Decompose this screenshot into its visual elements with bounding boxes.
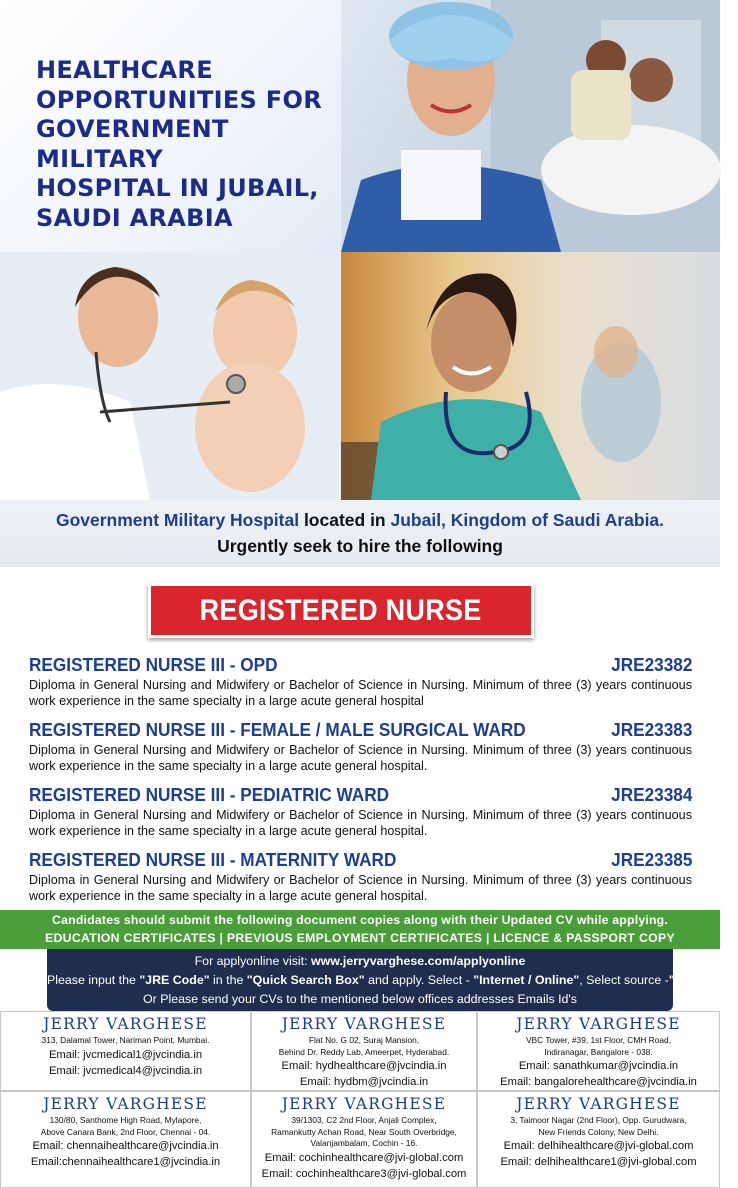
office-email[interactable]: Email: jvcmedical4@jvcindia.in xyxy=(48,1064,203,1077)
intro-line-2: Urgently seek to hire the following xyxy=(217,536,503,556)
nurse-baby-photo xyxy=(0,252,341,500)
apply-url-link[interactable]: www.jerryvarghese.com/applyonline xyxy=(311,954,526,968)
job-code: JRE23383 xyxy=(610,719,692,740)
job-description: Diploma in General Nursing and Midwifery or Bachelor of Science in Nursing. Minimum of three (3) years continuous work experience in the same specialty in a large acute general hospital xyxy=(29,678,692,708)
office-card-bangalore xyxy=(477,1011,720,1091)
office-email[interactable]: Email: hydbm@jvcindia.in xyxy=(299,1076,429,1088)
hero-title-panel xyxy=(0,0,341,252)
company-logo: JERRY VARGHESE xyxy=(281,1015,447,1033)
office-email[interactable]: Email: jvcmedical1@jvcindia.in xyxy=(48,1048,203,1061)
apply-step-facebook: "Facebook" xyxy=(668,973,738,987)
office-directory xyxy=(0,1011,720,1188)
job-item xyxy=(29,784,692,839)
office-address: 313, Dalamal Tower, Nariman Point, Mumbai. xyxy=(41,1035,210,1045)
office-card-hyderabad xyxy=(251,1011,477,1091)
nurse-with-stethoscope-image xyxy=(341,252,720,500)
office-address: 39/1303, C2 2nd Floor, Anjali Complex, Ramankutty Achan Road, Near South Overbridge, Valanjambalam, Cochin - 16. xyxy=(271,1115,457,1148)
job-code: JRE23382 xyxy=(610,654,692,675)
intro-connector: located in xyxy=(299,510,391,530)
apply-online-line xyxy=(47,954,673,968)
apply-step-text: in the xyxy=(209,973,247,987)
hero-collage xyxy=(0,0,720,500)
apply-step-text: Please input the xyxy=(47,973,140,987)
office-card-delhi xyxy=(477,1091,720,1188)
apply-online-label: For applyonline visit: xyxy=(194,954,311,968)
position-banner-text: REGISTERED NURSE xyxy=(200,593,482,627)
job-item xyxy=(29,849,692,904)
job-code: JRE23384 xyxy=(610,784,692,805)
documents-band xyxy=(0,910,720,949)
office-card-mumbai xyxy=(0,1011,251,1091)
job-item xyxy=(29,654,692,709)
nurse-with-baby-image xyxy=(0,252,341,500)
location-name: Jubail, Kingdom of Saudi Arabia. xyxy=(390,510,665,530)
job-title: REGISTERED NURSE III - PEDIATRIC WARD xyxy=(29,784,390,805)
apply-step-text: and apply. Select - xyxy=(364,973,474,987)
office-email[interactable]: Email: hydhealthcare@jvcindia.in xyxy=(281,1060,447,1072)
nurse-in-scrubs-image xyxy=(341,0,720,252)
company-logo: JERRY VARGHESE xyxy=(516,1015,681,1033)
job-description: Diploma in General Nursing and Midwifery or Bachelor of Science in Nursing. Minimum of three (3) years continuous work experience in the same specialty in a large acute general hospital. xyxy=(29,808,692,838)
apply-instructions xyxy=(47,949,738,1011)
office-email[interactable]: Email: delhihealthcare@jvi-global.com xyxy=(503,1140,694,1152)
documents-list: EDUCATION CERTIFICATES | PREVIOUS EMPLOYMENT CERTIFICATES | LICENCE & PASSPORT COPY xyxy=(44,931,676,945)
company-logo: JERRY VARGHESE xyxy=(281,1095,447,1113)
nurse-photo-top-right xyxy=(341,0,720,252)
apply-steps-line xyxy=(47,973,738,987)
apply-step-search-box: "Quick Search Box" xyxy=(246,973,365,987)
apply-step-internet: "Internet / Online" xyxy=(473,973,580,987)
office-address: 3, Taimoor Nagar (2nd Floor), Opp. Gurudwara, New Friends Colony, New Delhi. xyxy=(510,1115,687,1137)
job-description: Diploma in General Nursing and Midwifery or Bachelor of Science in Nursing. Minimum of three (3) years continuous work experience in the same specialty in a large acute general hospital. xyxy=(29,743,692,773)
hospital-name: Government Military Hospital xyxy=(55,510,300,530)
intro-band xyxy=(0,500,720,567)
job-title: REGISTERED NURSE III - OPD xyxy=(29,654,278,675)
job-title: REGISTERED NURSE III - MATERNITY WARD xyxy=(29,849,397,870)
documents-instruction: Candidates should submit the following document copies along with their Updated CV while applying. xyxy=(51,913,669,927)
office-email[interactable]: Email:chennaihealthcare1@jvcindia.in xyxy=(30,1156,221,1168)
office-email[interactable]: Email: bangalorehealthcare@jvcindia.in xyxy=(500,1076,697,1088)
job-item xyxy=(29,719,692,774)
office-email[interactable]: Email: chennaihealthcare@jvcindia.in xyxy=(32,1140,219,1152)
hero-title: HEALTHCARE OPPORTUNITIES FOR GOVERNMENT MILITARY HOSPITAL IN JUBAIL, SAUDI ARABIA xyxy=(36,56,322,232)
job-code: JRE23385 xyxy=(610,849,692,870)
company-logo: JERRY VARGHESE xyxy=(516,1095,681,1113)
position-banner xyxy=(148,583,534,638)
apply-email-line: Or Please send your CVs to the mentioned below offices addresses Emails Id's xyxy=(143,992,577,1006)
intro-line-1 xyxy=(0,510,720,531)
office-email[interactable]: Email: cochinhealthcare3@jvi-global.com xyxy=(261,1167,467,1180)
company-logo: JERRY VARGHESE xyxy=(43,1095,208,1113)
job-description: Diploma in General Nursing and Midwifery or Bachelor of Science in Nursing. Minimum of three (3) years continuous work experience in the same specialty in a large acute general hospital. xyxy=(29,873,692,903)
office-card-cochin xyxy=(251,1091,477,1188)
apply-step-jre-code: "JRE Code" xyxy=(139,973,210,987)
company-logo: JERRY VARGHESE xyxy=(43,1015,208,1033)
office-address: VBC Tower, #39, 1st Floor, CMH Road, Indiranagar, Bangalore - 038. xyxy=(525,1035,672,1057)
apply-step-text: , Select source - xyxy=(579,973,669,987)
nurse-photo-bottom-right xyxy=(341,252,720,500)
office-email[interactable]: Email: sanathkumar@jvcindia.in xyxy=(518,1060,679,1072)
office-address: Flat No. G 02, Suraj Mansion, Behind Dr. Reddy Lab, Ameerpet, Hyderabad. xyxy=(278,1035,450,1057)
job-title: REGISTERED NURSE III - FEMALE / MALE SURGICAL WARD xyxy=(29,719,526,740)
office-email[interactable]: Email: delhihealthcare1@jvi-global.com xyxy=(500,1156,697,1168)
office-email[interactable]: Email: cochinhealthcare@jvi-global.com xyxy=(264,1151,464,1164)
office-address: 130/80, Santhome High Road, Mylapore, Above Canara Bank, 2nd Floor, Chennai - 04. xyxy=(40,1115,211,1137)
position-banner-box xyxy=(148,583,534,638)
office-card-chennai xyxy=(0,1091,251,1188)
